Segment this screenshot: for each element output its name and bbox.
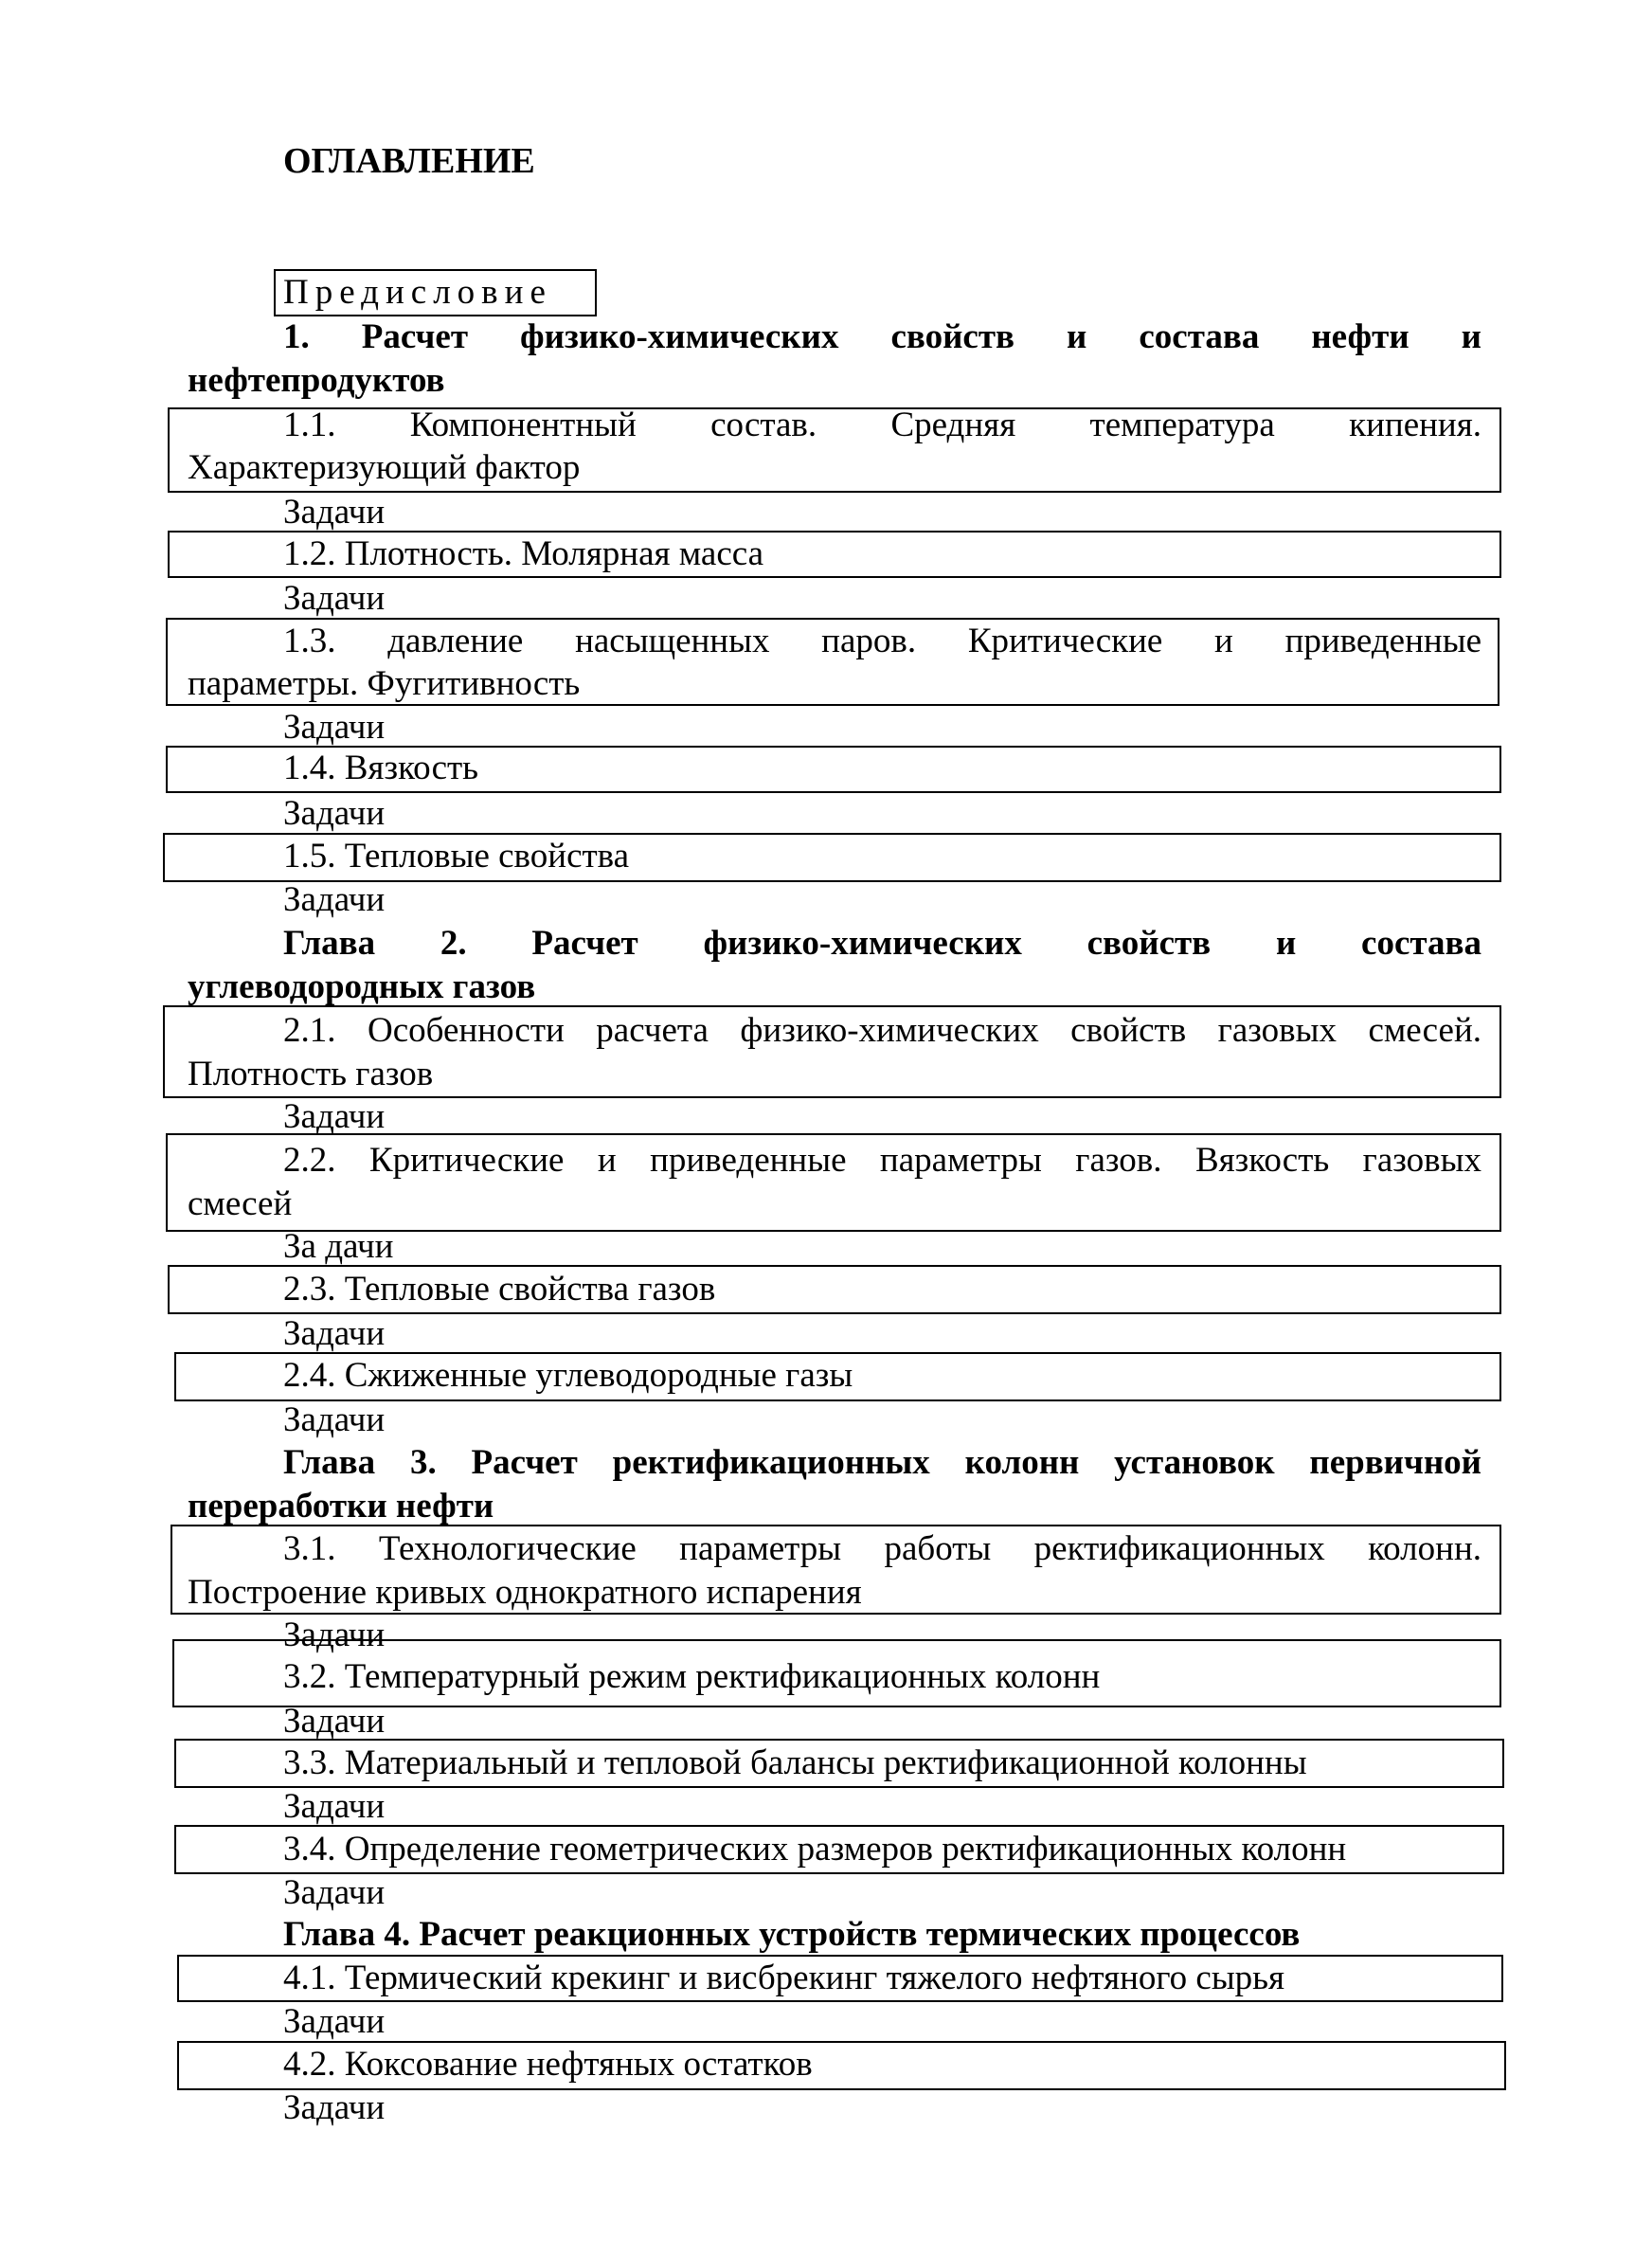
tasks-3-2[interactable]: Задачи: [283, 1702, 386, 1741]
chapter-3-heading-cont[interactable]: переработки нефти: [188, 1487, 494, 1526]
toc-item-3-3[interactable]: 3.3. Материальный и тепловой балансы ректификационной колонны: [283, 1743, 1307, 1782]
toc-item-1-5[interactable]: 1.5. Тепловые свойства: [283, 837, 630, 876]
toc-item-4-1[interactable]: 4.1. Термический крекинг и висбрекинг тяжелого нефтяного сырья: [283, 1959, 1285, 1997]
chapter-2-heading-cont[interactable]: углеводородных газов: [188, 967, 536, 1006]
toc-item-1-4[interactable]: 1.4. Вязкость: [283, 749, 479, 787]
toc-item-1-3-cont[interactable]: параметры. Фугитивность: [188, 664, 581, 703]
tasks-1-3[interactable]: Задачи: [283, 708, 386, 747]
toc-item-3-4[interactable]: 3.4. Определение геометрических размеров ректификационных колонн: [283, 1830, 1347, 1869]
chapter-2-heading[interactable]: Глава 2. Расчет физико-химических свойств и состава: [283, 924, 1481, 963]
toc-item-1-2[interactable]: 1.2. Плотность. Молярная масса: [283, 534, 764, 573]
toc-item-1-1[interactable]: 1.1. Компонентный состав. Средняя температура кипения.: [283, 406, 1481, 444]
tasks-2-2[interactable]: За дачи: [283, 1227, 394, 1266]
tasks-3-3[interactable]: Задачи: [283, 1787, 386, 1826]
tasks-1-1[interactable]: Задачи: [283, 493, 386, 532]
toc-item-2-2-cont[interactable]: смесей: [188, 1184, 293, 1223]
toc-item-3-2[interactable]: 3.2. Температурный режим ректификационных колонн: [283, 1657, 1101, 1696]
toc-item-preface[interactable]: Предисловие: [283, 273, 552, 312]
toc-item-1-1-cont[interactable]: Характеризующий фактор: [188, 448, 581, 487]
toc-item-2-2[interactable]: 2.2. Критические и приведенные параметры газов. Вязкость газовых: [283, 1141, 1481, 1180]
chapter-1-heading[interactable]: 1. Расчет физико-химических свойств и состава нефти и: [283, 317, 1481, 356]
tasks-4-1[interactable]: Задачи: [283, 2002, 386, 2041]
tasks-2-4[interactable]: Задачи: [283, 1400, 386, 1439]
tasks-1-5[interactable]: Задачи: [283, 880, 386, 919]
tasks-3-1[interactable]: Задачи: [283, 1616, 386, 1654]
toc-item-2-3[interactable]: 2.3. Тепловые свойства газов: [283, 1270, 716, 1309]
tasks-4-2[interactable]: Задачи: [283, 2088, 386, 2127]
tasks-3-4[interactable]: Задачи: [283, 1873, 386, 1912]
toc-item-2-1[interactable]: 2.1. Особенности расчета физико-химических свойств газовых смесей.: [283, 1011, 1481, 1050]
toc-item-4-2[interactable]: 4.2. Коксование нефтяных остатков: [283, 2045, 813, 2084]
toc-item-3-1-cont[interactable]: Построение кривых однократного испарения: [188, 1573, 862, 1612]
tasks-1-2[interactable]: Задачи: [283, 579, 386, 618]
chapter-4-heading[interactable]: Глава 4. Расчет реакционных устройств термических процессов: [283, 1915, 1301, 1954]
toc-item-2-1-cont[interactable]: Плотность газов: [188, 1055, 434, 1093]
page-title: ОГЛАВЛЕНИЕ: [283, 141, 535, 181]
toc-item-1-3[interactable]: 1.3. давление насыщенных паров. Критические и приведенные: [283, 622, 1481, 660]
tasks-1-4[interactable]: Задачи: [283, 794, 386, 833]
tasks-2-1[interactable]: Задачи: [283, 1097, 386, 1136]
chapter-1-heading-cont[interactable]: нефтепродуктов: [188, 361, 445, 400]
toc-item-3-1[interactable]: 3.1. Технологические параметры работы ректификационных колонн.: [283, 1529, 1481, 1568]
tasks-2-3[interactable]: Задачи: [283, 1314, 386, 1353]
toc-item-2-4[interactable]: 2.4. Сжиженные углеводородные газы: [283, 1356, 853, 1395]
chapter-3-heading[interactable]: Глава 3. Расчет ректификационных колонн установок первичной: [283, 1443, 1481, 1482]
